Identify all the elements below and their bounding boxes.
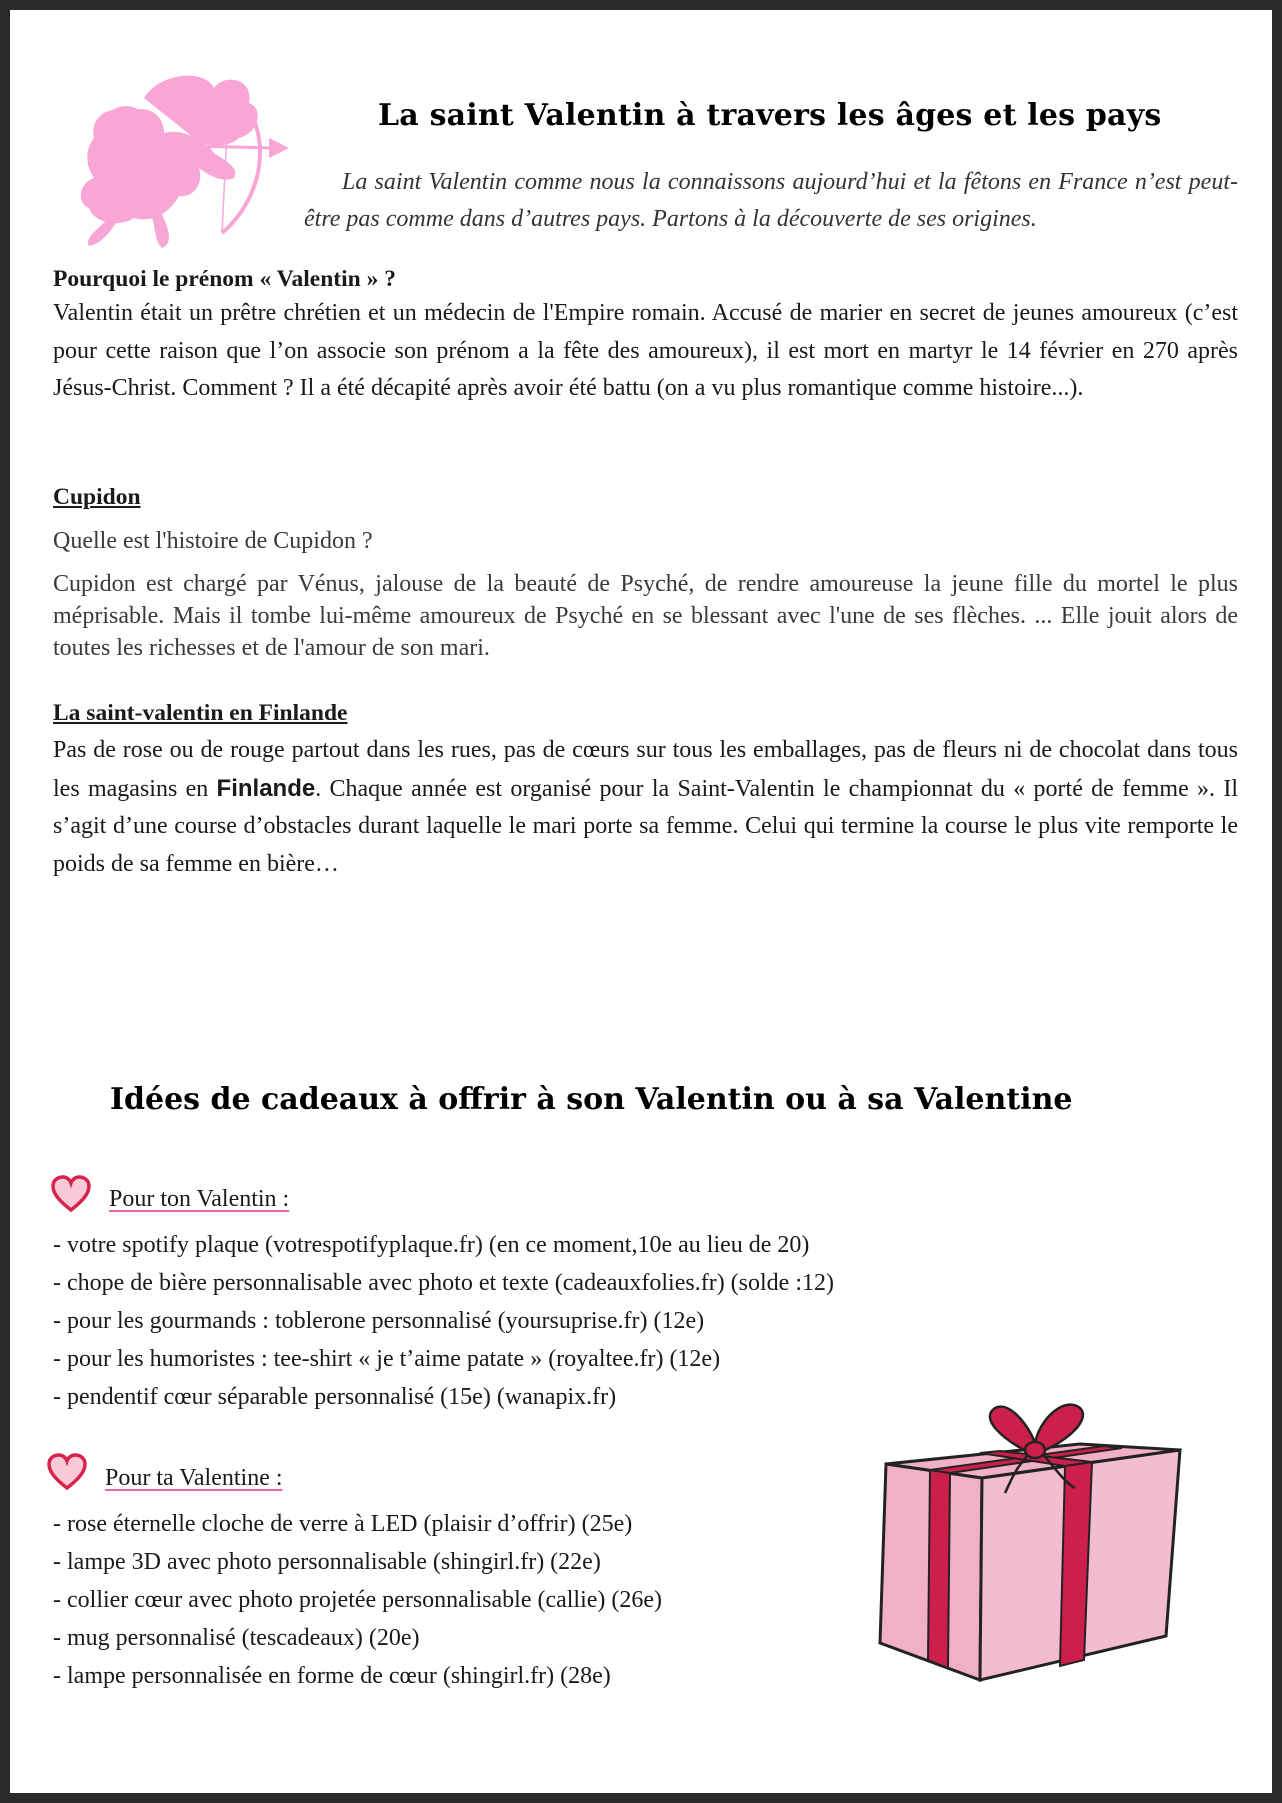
document-page	[10, 10, 1272, 1793]
finlande-bold-word: Finlande	[216, 774, 316, 802]
subheading-valentine: Pour ta Valentine :	[105, 1465, 283, 1491]
list-item: - lampe 3D avec photo personnalisable (shingirl.fr) (22e)	[53, 1549, 601, 1575]
list-item: - lampe personnalisée en forme de cœur (shingirl.fr) (28e)	[53, 1663, 611, 1689]
finlande-text-before: Pas de rose ou de rouge partout dans les rues, pas de cœurs sur tous les emballages, pas de fleurs ni de chocolat dans tous les magasins en	[53, 737, 1238, 802]
list-item: - mug personnalisé (tescadeaux) (20e)	[53, 1625, 420, 1651]
page-title: La saint Valentin à travers les âges et les pays	[378, 98, 1162, 133]
cupid-illustration	[64, 68, 334, 254]
section-body-cupidon: Cupidon est chargé par Vénus, jalouse de la beauté de Psyché, de rendre amoureuse la jeune fille du mortel le plus méprisable. Mais il tombe lui-même amoureux de Psyché en se blessant avec l'une de ses flèches. ... Elle jouit alors de toutes les richesses et de l'amour de son mari.	[53, 571, 1238, 661]
section-body-valentin: Valentin était un prêtre chrétien et un médecin de l'Empire romain. Accusé de marier en secret de jeunes amoureux (c’est pour cette raison que l’on associe son prénom a la fête des amoureux), il est mort en martyr le 14 février en 270 après Jésus-Christ. Comment ? Il a été décapité après avoir été battu (on a vu plus romantique comme histoire...).	[53, 300, 1238, 401]
section-heading-finlande: La saint-valentin en Finlande	[53, 700, 348, 726]
list-item: - pendentif cœur séparable personnalisé (15e) (wanapix.fr)	[53, 1384, 617, 1410]
intro-paragraph: La saint Valentin comme nous la connaissons aujourd’hui et la fêtons en France n’est peut-être pas comme dans d’autres pays. Partons à la découverte de ses origines.	[304, 169, 1238, 232]
list-item: - rose éternelle cloche de verre à LED (plaisir d’offrir) (25e)	[53, 1511, 633, 1537]
section-heading-cupidon: Cupidon	[53, 484, 141, 510]
heart-icon	[50, 1175, 92, 1213]
section-heading-valentin: Pourquoi le prénom « Valentin » ?	[53, 266, 396, 292]
list-item: - pour les humoristes : tee-shirt « je t’aime patate » (royaltee.fr) (12e)	[53, 1346, 721, 1372]
finlande-text-after: . Chaque année est organisé pour la Saint-Valentin le championnat du « porté de femme ». Il s’agit d’une course d’obstacles durant laquelle le mari porte sa femme. Celui qui termine la course le plus vite remporte le poids de sa femme en bière…	[53, 775, 1238, 877]
heart-icon	[46, 1453, 88, 1491]
cupidon-question: Quelle est l'histoire de Cupidon ?	[53, 528, 373, 554]
gift-list-valentin	[53, 1226, 834, 1416]
section-body-finlande	[53, 732, 1238, 883]
list-item: - chope de bière personnalisable avec photo et texte (cadeauxfolies.fr) (solde :12)	[53, 1270, 834, 1296]
list-item: - pour les gourmands : toblerone personnalisé (yoursuprise.fr) (12e)	[53, 1308, 705, 1334]
list-item: - votre spotify plaque (votrespotifyplaque.fr) (en ce moment,10e au lieu de 20)	[53, 1232, 810, 1258]
gift-list-valentine	[53, 1505, 662, 1695]
gifts-title: Idées de cadeaux à offrir à son Valentin ou à sa Valentine	[110, 1082, 1073, 1117]
gift-box-illustration	[870, 1398, 1182, 1690]
subheading-valentin: Pour ton Valentin :	[109, 1186, 290, 1212]
list-item: - collier cœur avec photo projetée personnalisable (callie) (26e)	[53, 1587, 663, 1613]
